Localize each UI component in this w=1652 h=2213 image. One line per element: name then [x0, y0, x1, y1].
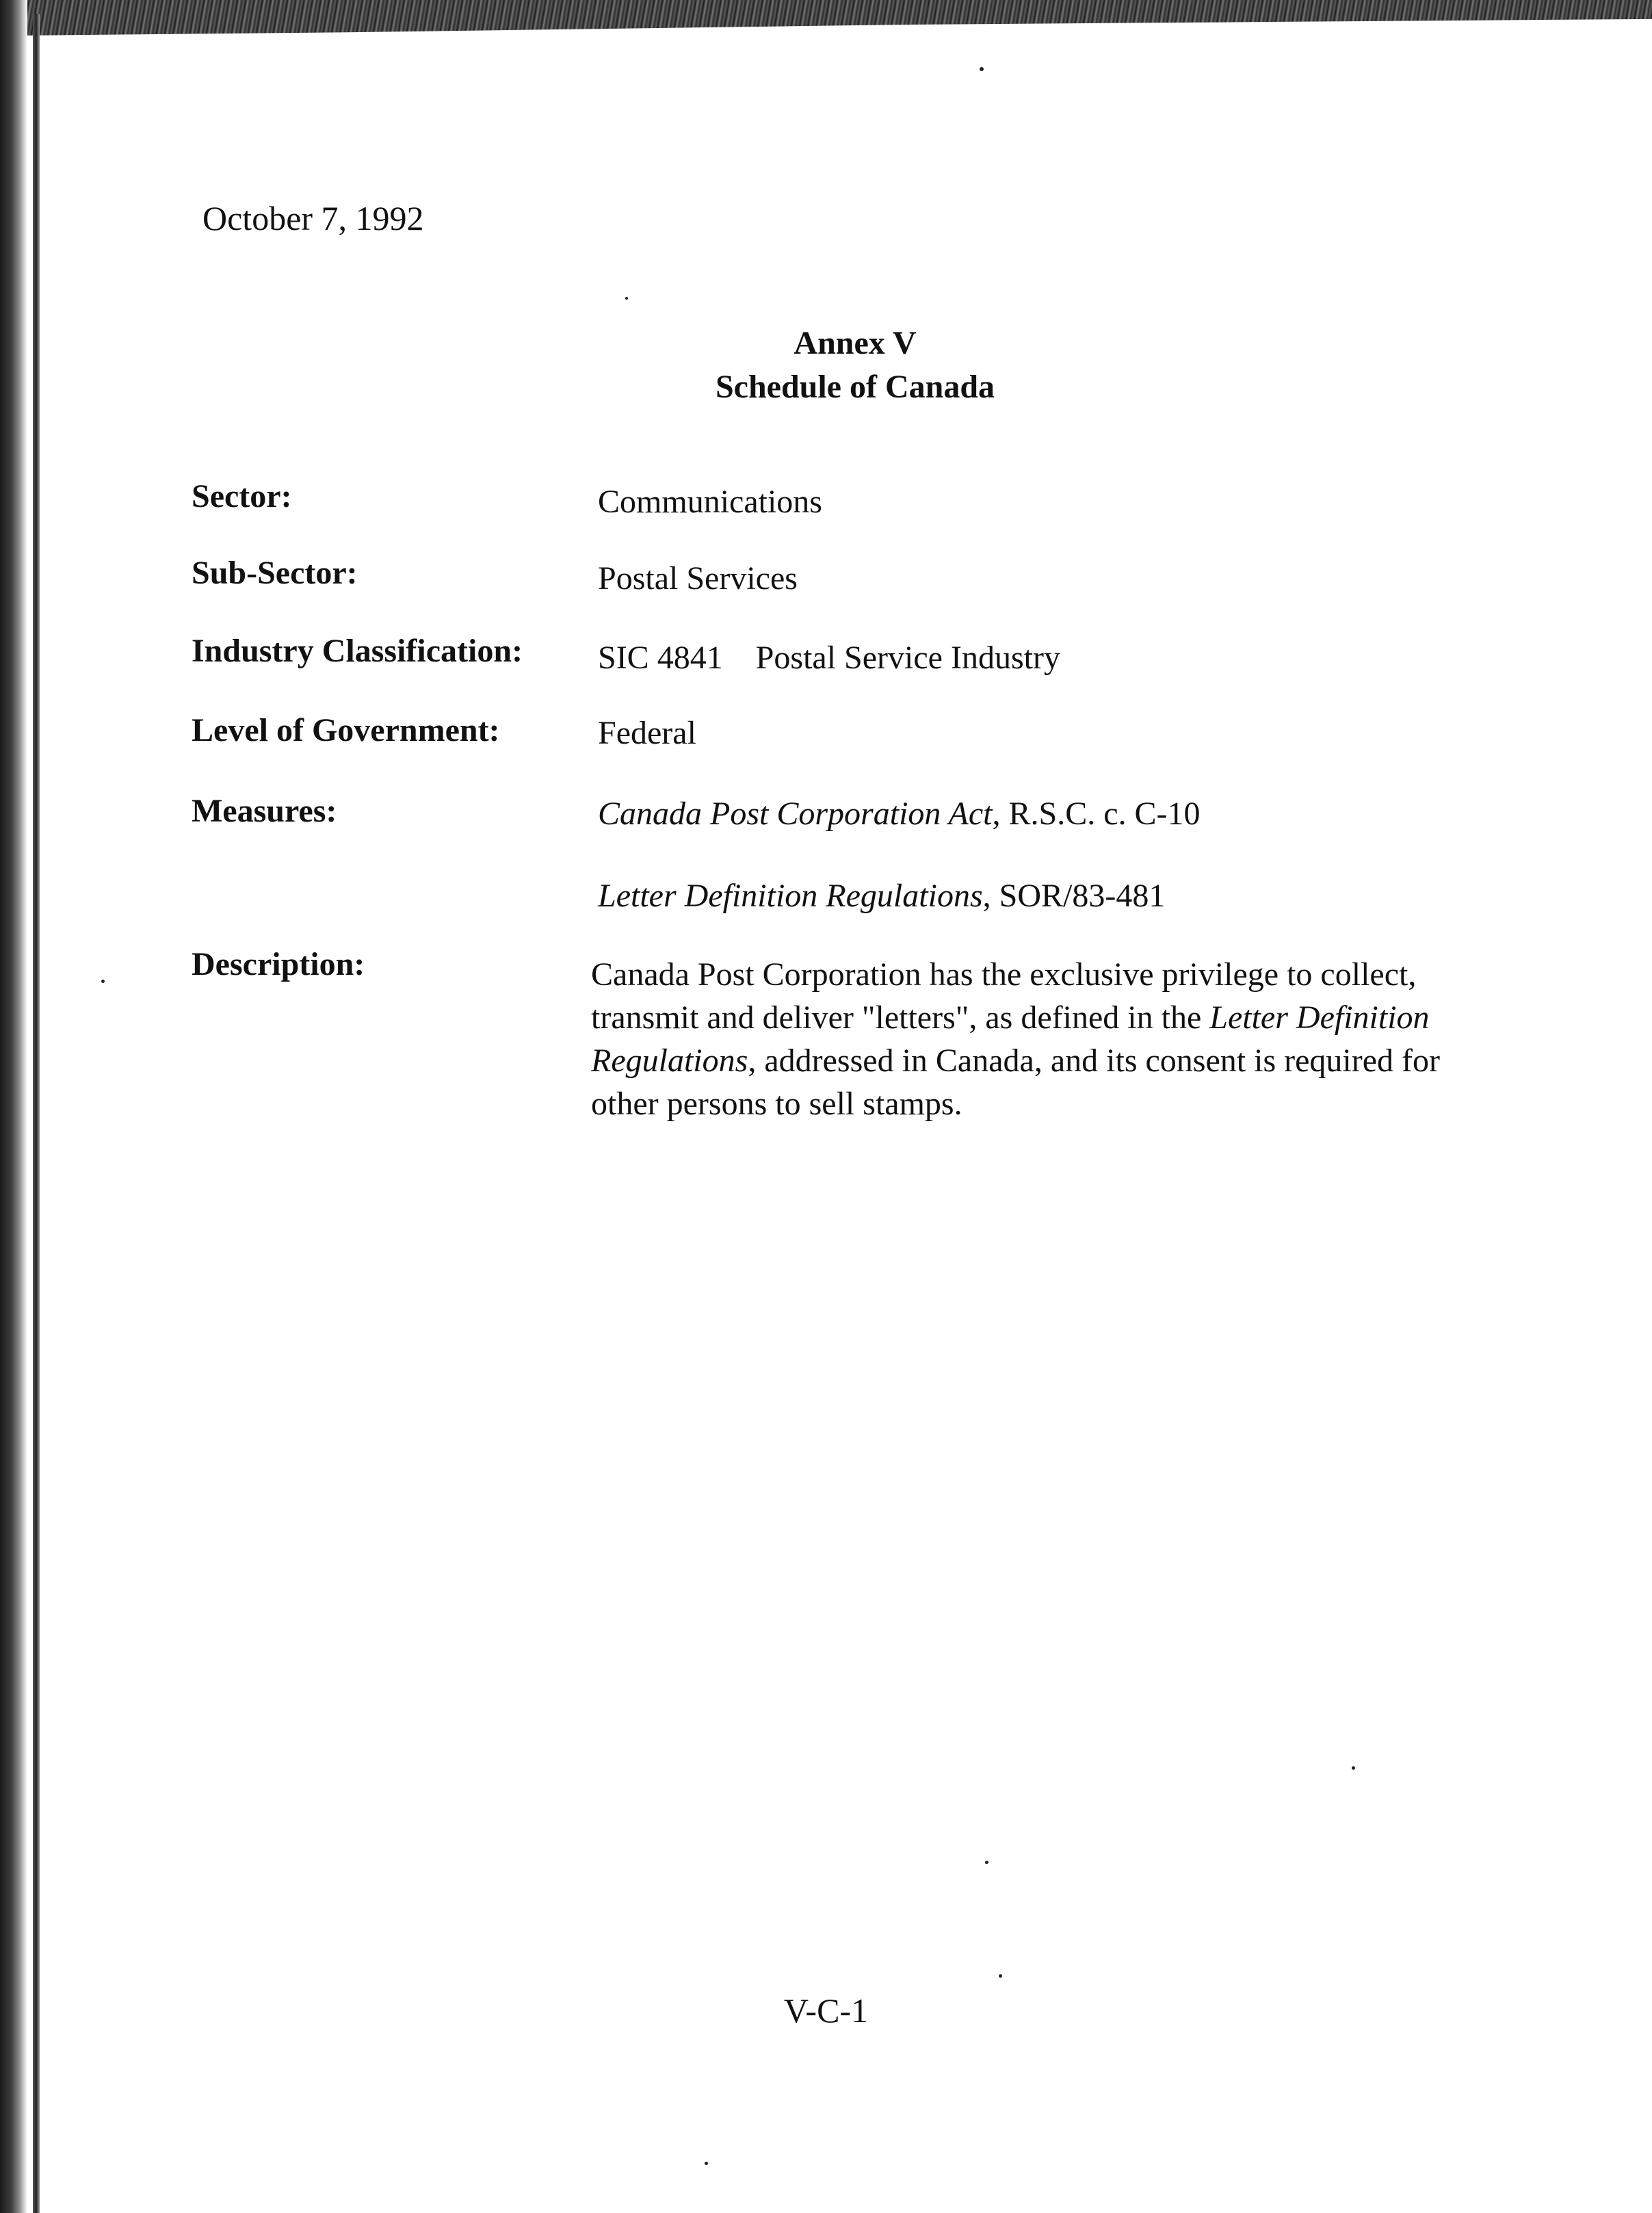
- description-part: Canada Post Corporation has the exclusive privilege to collect, transmit and deliver "letters", as defined in the: [591, 956, 1417, 1036]
- measure-regulation-title: Letter Definition Regulations: [598, 878, 983, 914]
- annex-title: Annex V: [794, 325, 917, 361]
- sector-label: Sector:: [192, 478, 292, 514]
- sub-sector-value: Postal Services: [598, 560, 798, 597]
- scan-speck: [101, 980, 105, 983]
- measures-label: Measures:: [192, 793, 337, 829]
- level-of-government-label: Level of Government:: [192, 712, 500, 748]
- measure-item: [598, 795, 1201, 833]
- description-part: , addressed in Canada, and its consent is required for other persons to sell stamps.: [591, 1043, 1441, 1122]
- scan-speck: [980, 67, 984, 71]
- binding-shadow: [0, 0, 27, 2213]
- industry-classification-label: Industry Classification:: [192, 633, 523, 669]
- description-italic: Letter Definition Regulations: [591, 999, 1430, 1079]
- binding-line: [33, 14, 40, 2213]
- document-date: October 7, 1992: [202, 199, 424, 237]
- scan-speck: [705, 2162, 708, 2165]
- description-text: [591, 953, 1508, 1125]
- industry-name: Postal Service Industry: [755, 640, 1060, 676]
- scan-edge-left: [0, 0, 48, 2213]
- scan-speck: [1352, 1766, 1355, 1770]
- scan-speck: [985, 1861, 988, 1864]
- sector-value: Communications: [598, 484, 822, 520]
- measure-item: [598, 877, 1165, 915]
- page-number: V-C-1: [783, 1991, 869, 2030]
- industry-classification-value: [598, 639, 1060, 677]
- scan-edge-top: [0, 0, 1652, 40]
- schedule-title: Schedule of Canada: [715, 369, 995, 405]
- level-of-government-value: Federal: [598, 715, 696, 751]
- sub-sector-label: Sub-Sector:: [192, 555, 358, 591]
- scan-speck: [999, 1974, 1002, 1978]
- measure-act-title: Canada Post Corporation Act: [598, 796, 993, 832]
- sic-code: SIC 4841: [598, 640, 723, 676]
- description-label: Description:: [192, 946, 365, 982]
- measure-regulation-citation: , SOR/83-481: [982, 878, 1166, 914]
- measure-act-citation: , R.S.C. c. C-10: [992, 796, 1201, 832]
- scan-speck: [625, 297, 628, 300]
- document-heading: [616, 322, 1094, 409]
